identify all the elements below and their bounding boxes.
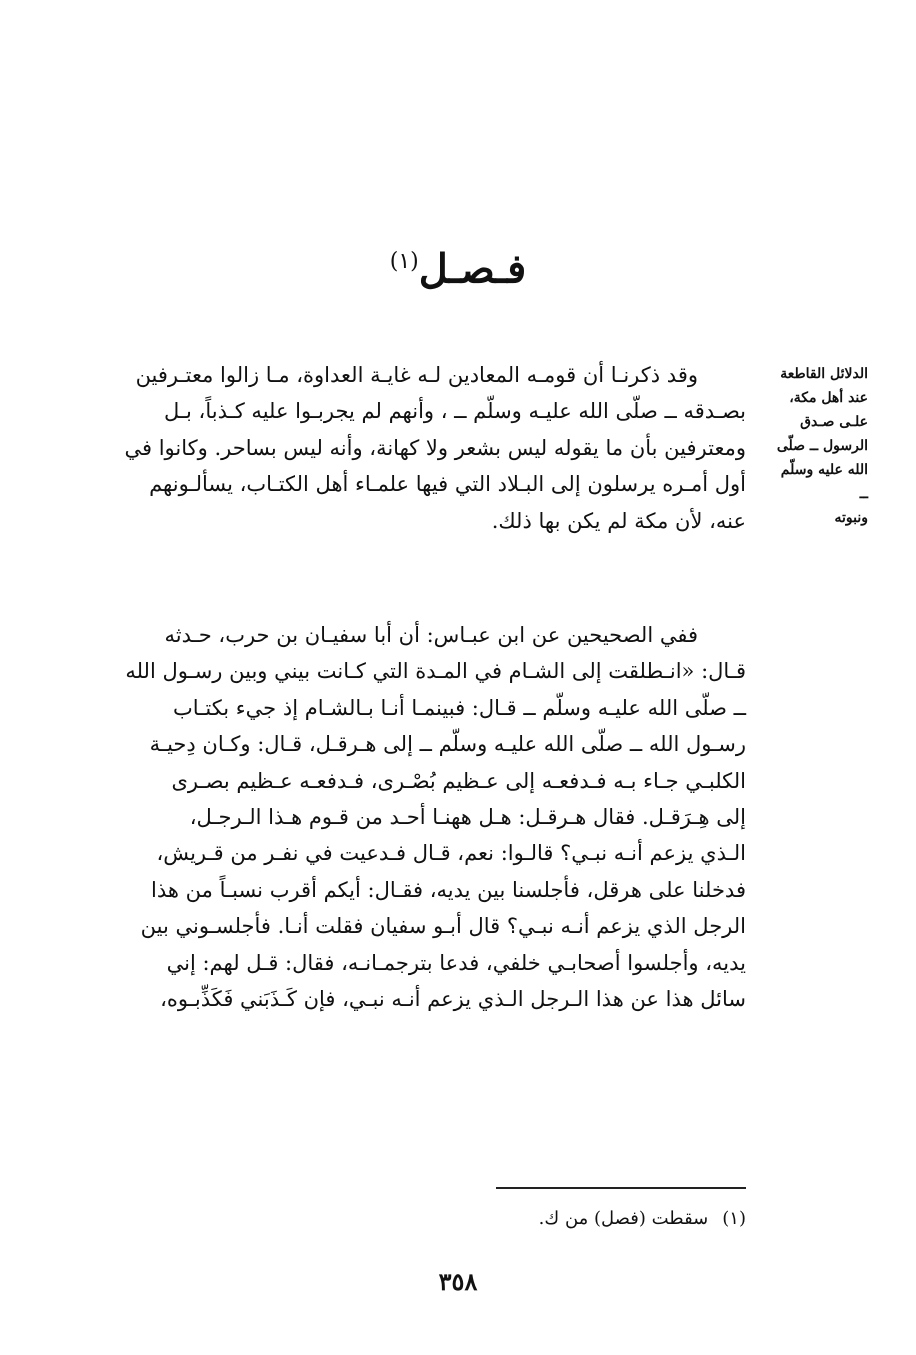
footnote-text: سقطت (فصل) من ك. [538, 1208, 709, 1229]
text-line: ــ صلّى الله عليـه وسلّم ــ قـال: فبينمـا أنـا بـالشـام إذ جيء بكتـاب [173, 695, 746, 720]
text-line: يديه، وأجلسوا أصحابـي خلفي، فدعا بترجمـانـه، فقال: قـل لهم: إني [166, 950, 746, 975]
margin-note-line: علـى صـدق [800, 414, 868, 430]
text-line: عنه، لأن مكة لم يكن بها ذلك. [491, 508, 746, 533]
paragraph-2 [48, 617, 746, 1017]
text-line: الكلبـي جـاء بـه فـدفعـه إلى عـظيم بُصْـرى، فـدفعـه عـظيم بصـرى [171, 768, 746, 793]
margin-note-line: عند أهل مكة، [789, 390, 868, 406]
text-line: بصـدقه ــ صلّى الله عليـه وسلّم ــ ، وأنهم لم يجربـوا عليه كـذباً، بـل [163, 399, 746, 424]
text-line: ففي الصحيحين عن ابن عبـاس: أن أبا سفيـان بن حرب، حـدثه [164, 623, 698, 647]
text-line: قـال: «انـطلقت إلى الشـام في المـدة التي كـانت بيني وبين رسـول الله [125, 659, 746, 684]
footnote-number: (١) [722, 1208, 746, 1229]
margin-note-line: الدلائل القاطعة [780, 366, 868, 382]
margin-note [773, 362, 868, 530]
text-line: وقد ذكرنـا أن قومـه المعادين لـه غايـة العداوة، مـا زالوا معتـرفين [135, 363, 698, 387]
heading-footnote-marker: (١) [389, 249, 419, 274]
text-line: رسـول الله ــ صلّى الله عليـه وسلّم ــ إلى هـرقـل، قـال: وكـان دِحيـة [149, 732, 746, 757]
text-line: أول أمـره يرسلون إلى البـلاد التي فيها علمـاء أهل الكتـاب، يسألـونهم [149, 472, 746, 497]
paragraph-1 [48, 357, 746, 539]
text-line: الرجل الذي يزعم أنـه نبـي؟ قال أبـو سفيان فقلت أنـا. فأجلسـوني بين [140, 914, 746, 939]
footnote-divider [496, 1187, 746, 1189]
text-line: فدخلنا على هرقل، فأجلسنا بين يديه، فقـال: أيكم أقرب نسبـاً من هذا [151, 877, 746, 902]
margin-note-line: ونبوته [834, 510, 868, 526]
section-heading [0, 232, 916, 299]
footnote [48, 1204, 746, 1234]
text-line: ومعترفين بأن ما يقوله ليس بشعر ولا كهانة، وأنه ليس بساحر. وكانوا في [124, 435, 746, 460]
heading-title: فـصـل [418, 245, 527, 293]
text-line: إلى هِـرَقـل. فقال هـرقـل: هـل ههنـا أحـد من قـوم هـذا الـرجـل، [189, 805, 746, 830]
margin-note-line: الرسول ــ صلّى [776, 438, 868, 454]
page-number: ٣٥٨ [438, 1267, 478, 1296]
text-line: سائل هذا عن هذا الـرجل الـذي يزعم أنـه نبـي، فإن كَـذَبَني فَكَذِّبـوه، [160, 987, 746, 1012]
text-line: الـذي يزعم أنـه نبـي؟ قالـوا: نعم، قـال فـدعيت في نفـر من قـريش، [156, 841, 746, 866]
margin-note-line: الله عليه وسلّم ــ [780, 462, 868, 502]
